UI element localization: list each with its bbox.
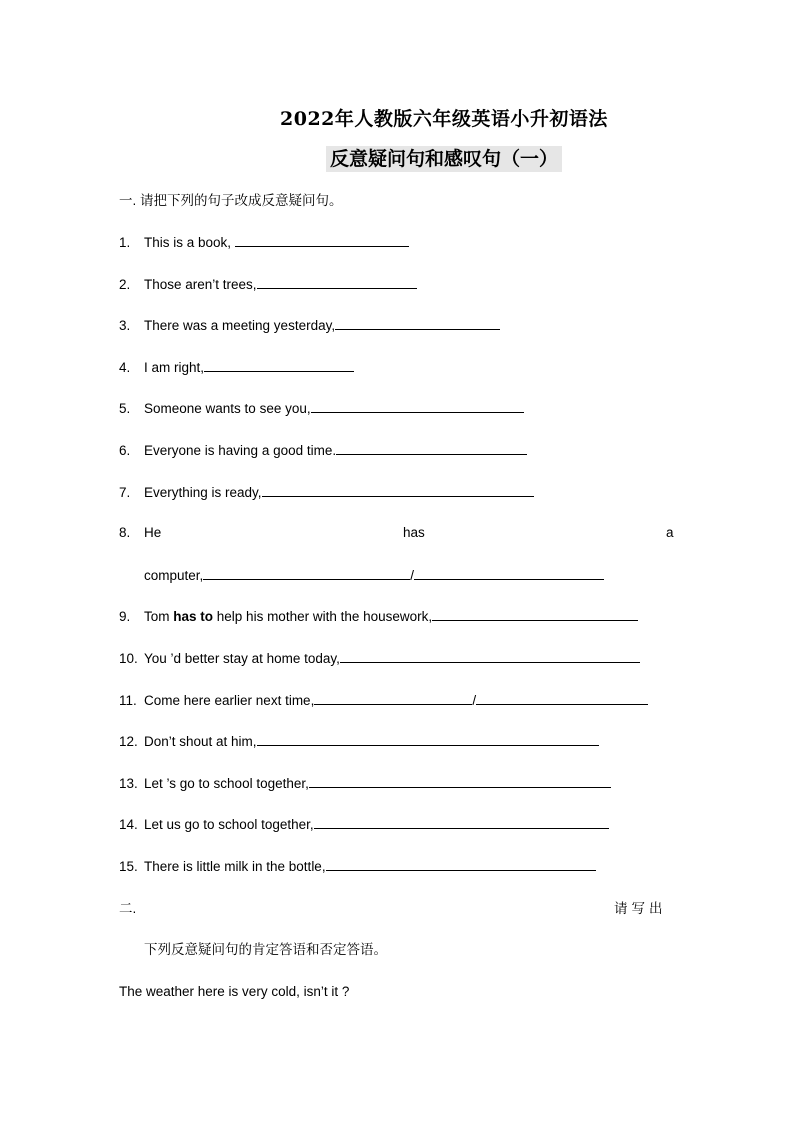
answer-blank[interactable] [262, 484, 534, 497]
answer-blank[interactable] [309, 775, 611, 788]
question-2 [119, 276, 417, 294]
answer-blank[interactable] [204, 359, 354, 372]
question-number: 13. [119, 776, 138, 791]
answer-blank[interactable] [414, 567, 604, 580]
question-number: 5. [119, 401, 131, 416]
answer-blank[interactable] [476, 692, 648, 705]
question-number: 4. [119, 360, 131, 375]
question-10 [119, 650, 640, 668]
question-number: 2. [119, 277, 131, 292]
question-text: There is little milk in the bottle, [144, 859, 326, 874]
answer-blank[interactable] [235, 234, 409, 247]
question-text: Come here earlier next time, [144, 693, 315, 708]
question-number: 10. [119, 651, 138, 666]
question-7 [119, 484, 534, 502]
question-number: 7. [119, 485, 131, 500]
question-13 [119, 775, 611, 793]
question-9 [119, 608, 638, 626]
question-number: 6. [119, 443, 131, 458]
question-word: He [144, 525, 162, 540]
question-4 [119, 359, 354, 377]
question-12 [119, 733, 599, 751]
page-subtitle: 反意疑问句和感叹句（一） [326, 146, 562, 172]
question-6 [119, 442, 527, 460]
answer-blank[interactable] [257, 276, 417, 289]
answer-blank[interactable] [257, 733, 599, 746]
question-number: 3. [119, 318, 131, 333]
answer-blank[interactable] [314, 816, 609, 829]
question-number: 14. [119, 817, 138, 832]
slash-separator: / [410, 568, 415, 583]
question-text: I am right, [144, 360, 205, 375]
question-number: 15. [119, 859, 138, 874]
question-3 [119, 317, 500, 335]
question-text: Everyone is having a good time. [144, 443, 337, 458]
section1-heading: 一. 请把下列的句子改成反意疑问句。 [119, 193, 343, 208]
question-bold-text: has to [173, 609, 214, 624]
question-1 [119, 234, 409, 252]
answer-blank[interactable] [335, 317, 500, 330]
question-text: You ’d better stay at home today, [144, 651, 340, 666]
question-number: 9. [119, 609, 131, 624]
question-15 [119, 858, 596, 876]
page-title: 2022年人教版六年级英语小升初语法 [280, 108, 608, 130]
question-number: 11. [119, 693, 137, 708]
answer-blank[interactable] [432, 608, 638, 621]
question-text: Those aren’t trees, [144, 277, 257, 292]
answer-blank[interactable] [336, 442, 527, 455]
question-text: Let us go to school together, [144, 817, 314, 832]
question-text: Let ’s go to school together, [144, 776, 309, 791]
answer-blank[interactable] [311, 400, 524, 413]
answer-blank[interactable] [340, 650, 640, 663]
question-text: Everything is ready, [144, 485, 262, 500]
section2-example: The weather here is very cold, isn’t it ? [119, 984, 350, 999]
question-text: help his mother with the housework, [213, 609, 433, 624]
question-text: Tom [144, 609, 174, 624]
question-5 [119, 400, 524, 418]
answer-blank[interactable] [314, 692, 472, 705]
question-word: has [403, 525, 425, 540]
question-text: Don’t shout at him, [144, 734, 257, 749]
question-text: Someone wants to see you, [144, 401, 311, 416]
question-text: There was a meeting yesterday, [144, 318, 336, 333]
answer-blank[interactable] [326, 858, 596, 871]
question-14 [119, 816, 609, 834]
question-word: a [666, 525, 674, 540]
slash-separator: / [472, 693, 477, 708]
question-11 [119, 692, 648, 710]
question-number: 12. [119, 734, 138, 749]
question-text: computer, [144, 568, 204, 583]
question-text: This is a book, [144, 235, 232, 250]
section2-heading: 下列反意疑问句的肯定答语和否定答语。 [144, 942, 387, 957]
section2-heading-right: 请写出 [614, 901, 667, 916]
question-number: 1. [119, 235, 131, 250]
question-8-continued [144, 567, 604, 585]
question-number: 8. [119, 525, 131, 540]
section2-number: 二. [119, 901, 137, 916]
answer-blank[interactable] [203, 567, 410, 580]
